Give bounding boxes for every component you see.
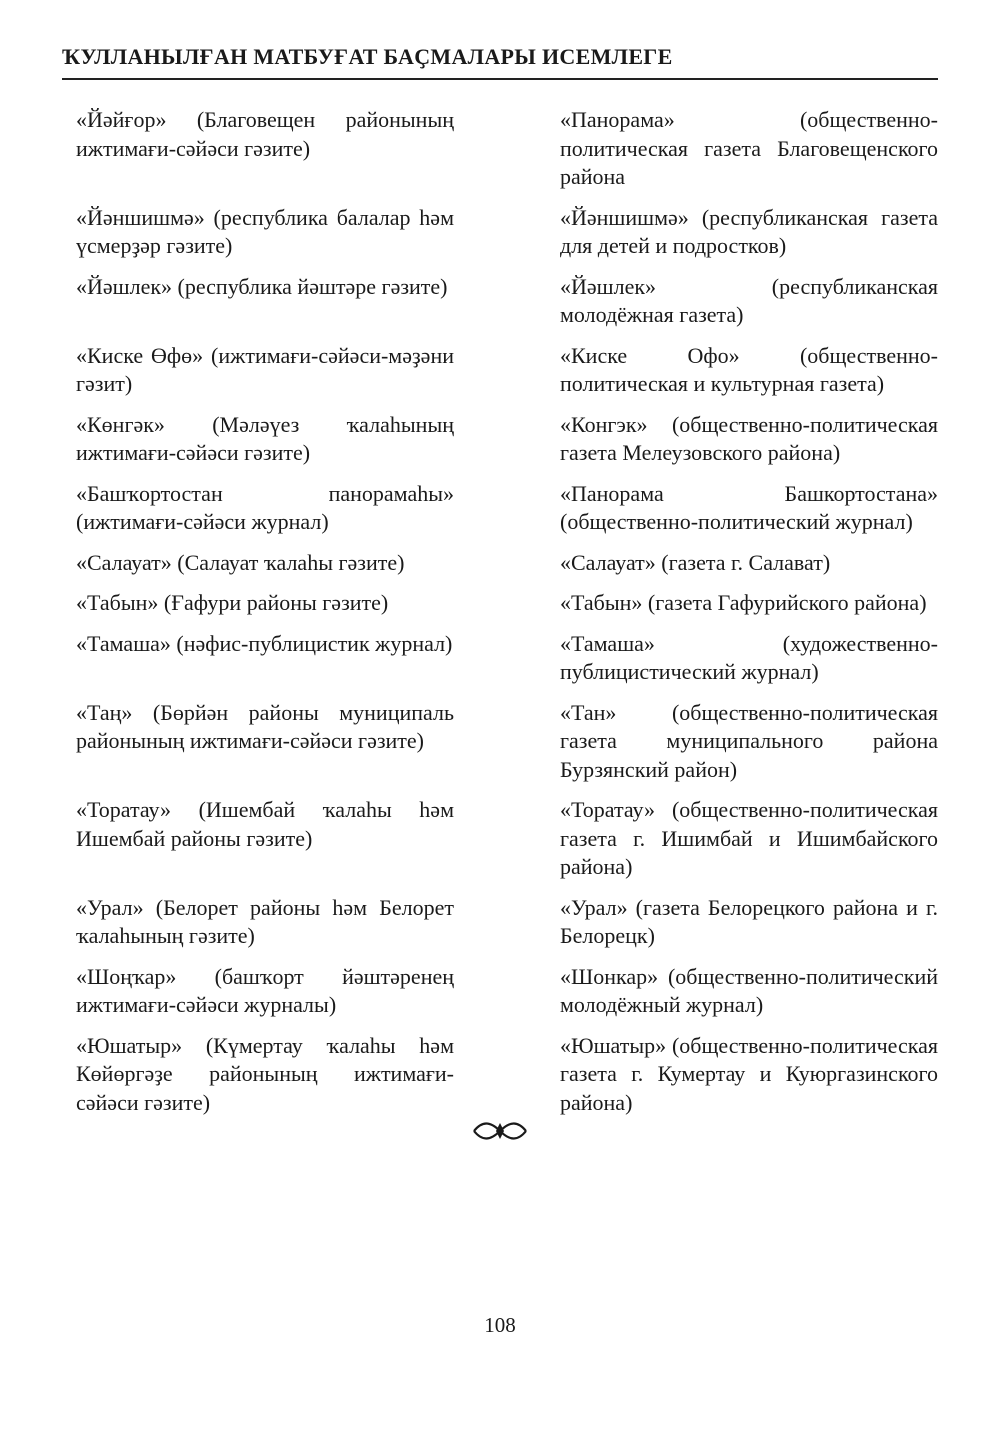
bashkir-entry: «Таң» (Бөрйән районы муниципаль районының ижтимағи-сәйәси гәзите) <box>76 699 454 753</box>
list-row <box>76 342 938 399</box>
list-row <box>76 589 938 618</box>
russian-entry: «Юшатыр» (общественно-политическая газета г. Кумертау и Куюргазинского района) <box>560 1032 938 1115</box>
bashkir-entry: «Салауат» (Салауат ҡалаһы гәзите) <box>76 549 405 575</box>
list-row <box>76 796 938 882</box>
russian-entry: «Тамаша» (художественно-публицистический журнал) <box>560 630 938 684</box>
russian-entry: «Шонкар» (общественно-политический молодёжный журнал) <box>560 963 938 1017</box>
bashkir-entry: «Йәшлек» (республика йәштәре гәзите) <box>76 273 448 299</box>
bashkir-entry: «Торатау» (Ишембай ҡалаһы һәм Ишембай районы гәзите) <box>76 797 454 851</box>
russian-entry: «Урал» (газета Белорецкого района и г. Белорецк) <box>560 894 938 948</box>
list-row <box>76 204 938 261</box>
list-row <box>76 630 938 687</box>
bashkir-entry: «Киске Өфө» (ижтимағи-сәйәси-мәҙәни гәзит) <box>76 342 454 396</box>
running-header: ҠУЛЛАНЫЛҒАН МАТБУҒАТ БАҪМАЛАРЫ ИСЕМЛЕГЕ <box>62 44 938 80</box>
bashkir-entry: «Тамаша» (нәфис-публицистик журнал) <box>76 630 453 656</box>
list-row <box>76 894 938 951</box>
section-end-ornament-icon <box>472 1118 528 1144</box>
list-row <box>76 1032 938 1118</box>
list-row <box>76 549 938 578</box>
list-row <box>76 106 938 192</box>
page-number: 108 <box>484 1313 516 1337</box>
bashkir-entry: «Табын» (Ғафури районы гәзите) <box>76 590 389 615</box>
list-row <box>76 480 938 537</box>
list-row <box>76 411 938 468</box>
publication-list <box>76 106 938 1129</box>
bashkir-entry: «Шоңҡар» (башҡорт йәштәренең ижтимағи-сәйәси журналы) <box>76 963 454 1017</box>
bashkir-entry: «Йәншишмә» (республика балалар һәм үсмерҙәр гәзите) <box>76 204 454 258</box>
bashkir-entry: «Урал» (Белорет районы һәм Белорет ҡалаһының гәзите) <box>76 894 454 948</box>
bashkir-entry: «Башҡортостан панорамаһы» (ижтимағи-сәйәси журнал) <box>76 480 454 534</box>
russian-entry: «Панорама Башкортостана» (общественно-политический журнал) <box>560 480 938 534</box>
list-row <box>76 699 938 785</box>
russian-entry: «Киске Офо» (общественно-политическая и культурная газета) <box>560 342 938 396</box>
russian-entry: «Салауат» (газета г. Салават) <box>560 549 831 575</box>
russian-entry: «Табын» (газета Гафурийского района) <box>560 590 927 615</box>
bashkir-entry: «Көнгәк» (Мәләүез ҡалаһының ижтимағи-сәйәси гәзите) <box>76 411 454 465</box>
list-row <box>76 273 938 330</box>
russian-entry: «Тан» (общественно-политическая газета муниципального района Бурзянский район) <box>560 699 938 782</box>
russian-entry: «Торатау» (общественно-политическая газета г. Ишимбай и Ишимбайского района) <box>560 797 938 879</box>
russian-entry: «Панорама» (общественно-политическая газета Благовещенского района <box>560 107 938 189</box>
russian-entry: «Йәншишмә» (республиканская газета для детей и подростков) <box>560 204 938 258</box>
list-row <box>76 963 938 1020</box>
russian-entry: «Йәшлек» (республиканская молодёжная газета) <box>560 273 938 327</box>
bashkir-entry: «Йәйғор» (Благовещен районының ижтимағи-сәйәси гәзите) <box>76 107 454 161</box>
russian-entry: «Конгэк» (общественно-политическая газета Мелеузовского района) <box>560 411 938 465</box>
bashkir-entry: «Юшатыр» (Күмертау ҡалаһы һәм Көйөргәҙе районының ижтимағи-сәйәси гәзите) <box>76 1032 454 1115</box>
